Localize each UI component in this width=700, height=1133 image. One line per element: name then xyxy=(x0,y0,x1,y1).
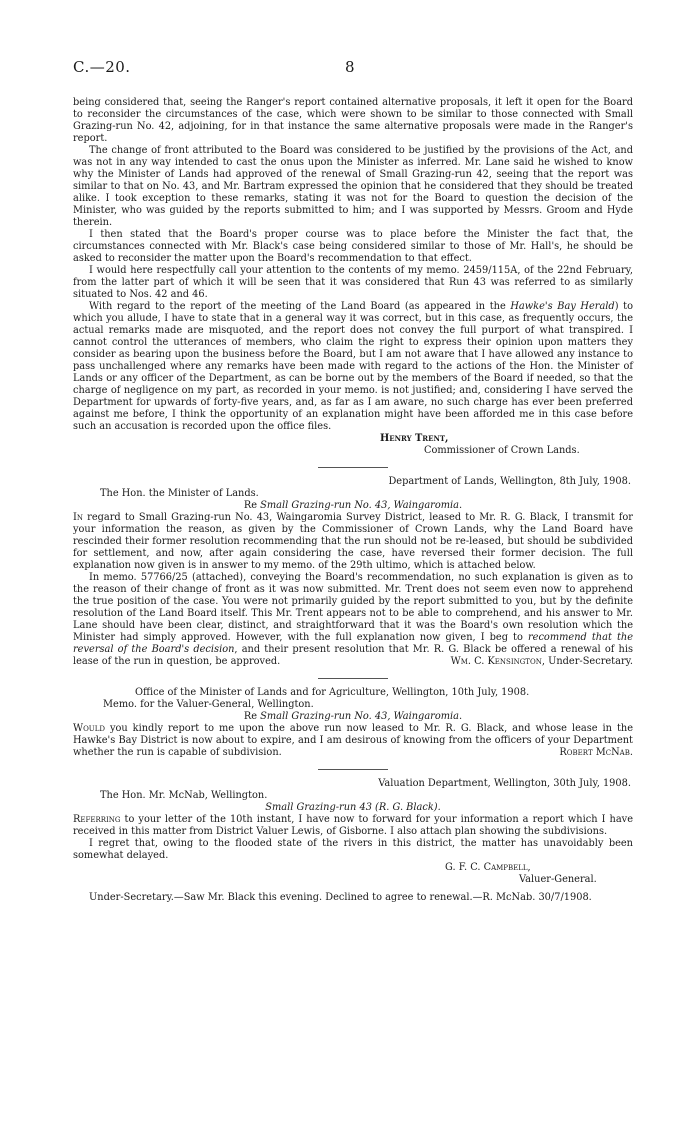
trent-paragraph-3: I then stated that the Board's proper course was to place before the Minister the fact that, the circumstances connected with Mr. Black's case being considered similar to those of Mr. Hall's, he should be asked to reconsider the matter upon the Board's recommendation to that effect. xyxy=(73,229,633,264)
page-header xyxy=(73,58,633,80)
ministerial-minute: Under-Secretary.—Saw Mr. Black this evening. Declined to agree to renewal.—R. McNab. 30/7/1908. xyxy=(89,892,592,903)
newspaper-title: Hawke's Bay Herald xyxy=(510,301,615,312)
kensington-paragraph-1 xyxy=(73,512,633,572)
document-body xyxy=(73,97,633,904)
valuation-signature: G. F. C. Campbell, xyxy=(445,862,531,873)
valuation-addressee: The Hon. Mr. McNab, Wellington. xyxy=(100,790,268,801)
mcnab-p1-lead: Would xyxy=(73,723,105,734)
mcnab-p1-text: you kindly report to me upon the above run now leased to Mr. R. G. Black, and whose lease in the Hawke's Bay District is now about to expire, and I am desirous of knowing from the officers of your Department whether the run is capable of subdivision. xyxy=(73,723,633,758)
trent-paragraph-5 xyxy=(73,301,633,433)
trent-paragraph-1: being considered that, seeing the Ranger's report contained alternative proposals, it left it open for the Board to reconsider the circumstances of the case, which were shown to be similar to those connected with Small Grazing-run No. 42, adjoining, for in that instance the same alternative proposals were made in the Ranger's report. xyxy=(73,97,633,144)
valuation-paragraph-1 xyxy=(73,814,633,838)
kensington-addressee: The Hon. the Minister of Lands. xyxy=(100,488,259,499)
kensington-p2-rest: , and their present resolution that Mr. R. G. Black be offered a renewal of his lease of the run in question, be approved. xyxy=(73,644,634,667)
subject-re: Re xyxy=(243,711,258,722)
trent-paragraph-4: I would here respectfully call your attention to the contents of my memo. 2459/115A, of the 22nd February, from the latter part of which it will be seen that it was considered that Run 43 was referred to as similarly situated to Nos. 42 and 46. xyxy=(73,265,633,300)
subject-run: Small Grazing-run 43 (R. G. Black). xyxy=(265,802,441,813)
section-divider xyxy=(318,467,388,468)
mcnab-paragraph-1 xyxy=(73,723,633,759)
section-divider xyxy=(318,769,388,770)
trent-p5-rest: ) to which you allude, I have to state that in a general way it was correct, but in this case, as frequently occurs, the actual remarks made are misquoted, and the report does not convey the full purport of what transpired. I cannot control the utterances of members, who claim the right to express their opinion upon matters they consider as bearing upon the business before the Board, but I am not aware that I have allowed any instance to pass unchallenged where any remarks have been made with regard to the actions of the Hon. the Minister of Lands or any officer of the Department, as can be borne out by the members of the Board if needed, so that the charge of negligence on my part, as recorded in your memo. is not justified; and, considering I have served the Department for upwards of forty-five years, and, as far as I am aware, no such charge has ever been preferred against me before, I think the opportunity of an explanation might have been afforded me in this case before such an accusation is recorded upon the office files. xyxy=(73,301,633,432)
kensington-dateline: Department of Lands, Wellington, 8th July, 1908. xyxy=(388,476,631,487)
kensington-signature xyxy=(435,656,633,668)
trent-paragraph-2: The change of front attributed to the Board was considered to be justified by the provisions of the Act, and was not in any way intended to cast the onus upon the Minister as inferred. Mr. Lane said he wished to know why the Minister of Lands had approved of the renewal of Small Grazing-run 42, seeing that the report was similar to that on No. 43, and Mr. Bartram expressed the opinion that he considered that they should be treated alike. I took exception to these remarks, stating it was not for the Board to question the decision of the Minister, who was guided by the reports submitted to him; and I was supported by Messrs. Groom and Hyde therein. xyxy=(73,145,633,228)
trent-signature: Henry Trent, xyxy=(380,433,449,444)
kensington-p2-start: In memo. 57766/25 (attached), conveying the Board's recommendation, no such explanation is given as to the reason of their change of front as it was now submitted. Mr. Trent does not seem even now to apprehend the true position of the case. You were not primarily guided by the report submitted to you, but by the definite resolution of the Land Board itself. This Mr. Trent appears not to be able to comprehend, and his answer to Mr. Lane should have been clear, distinct, and straightforward that it was the Board's own resolution which the Minister had simply approved. However, with the full explanation now given, I beg to xyxy=(73,572,633,643)
mcnab-subject xyxy=(73,711,633,723)
mcnab-office-line: Office of the Minister of Lands and for Agriculture, Wellington, 10th July, 1908. xyxy=(135,687,530,698)
valuation-p1-text: to your letter of the 10th instant, I have now to forward for your information a report which I have received in this matter from District Valuer Lewis, of Gisborne. I also attach plan showing the subdivisions. xyxy=(73,814,633,837)
valuation-subject xyxy=(73,802,633,814)
page-number: 8 xyxy=(345,58,355,76)
valuation-dateline: Valuation Department, Wellington, 30th July, 1908. xyxy=(378,778,631,789)
mcnab-memo-for: Memo. for the Valuer-General, Wellington. xyxy=(103,699,314,710)
kensington-subject xyxy=(73,500,633,512)
subject-run: Small Grazing-run No. 43, Waingaromia. xyxy=(260,500,463,511)
mcnab-signature: Robert McNab. xyxy=(559,747,633,758)
subject-re: Re xyxy=(243,500,258,511)
kensington-signature-name: Wm. C. Kensington, xyxy=(450,656,545,667)
kensington-p1-text: regard to Small Grazing-run No. 43, Waingaromia Survey District, leased to Mr. R. G. Black, I transmit for your information the reason, as given by the Commissioner of Crown Lands, why the Land Board have rescinded their former resolution recommending that the run should not be re-leased, but should be subdivided for settlement, and now, after again considering the case, have reversed their former decision. The full explanation now given is in answer to my memo. of the 29th ultimo, which is attached below. xyxy=(73,512,633,571)
trent-title: Commissioner of Crown Lands. xyxy=(424,445,580,456)
valuation-paragraph-2: I regret that, owing to the flooded state of the rivers in this district, the matter has unavoidably been somewhat delayed. xyxy=(73,838,633,861)
subject-run: Small Grazing-run No. 43, Waingaromia. xyxy=(260,711,463,722)
kensington-signature-title: Under-Secretary. xyxy=(548,656,633,667)
parliamentary-paper-reference: C.—20. xyxy=(73,58,131,76)
kensington-p1-lead: In xyxy=(73,512,83,523)
trent-p5-start: With regard to the report of the meeting of the Land Board (as appeared in the xyxy=(89,301,511,312)
kensington-paragraph-2 xyxy=(73,572,633,668)
valuation-title: Valuer-General. xyxy=(519,874,597,885)
valuation-p1-lead: Referring xyxy=(73,814,121,825)
kensington-recommendation: recommend that the reversal of the Board's decision xyxy=(73,632,633,655)
section-divider xyxy=(318,678,388,679)
